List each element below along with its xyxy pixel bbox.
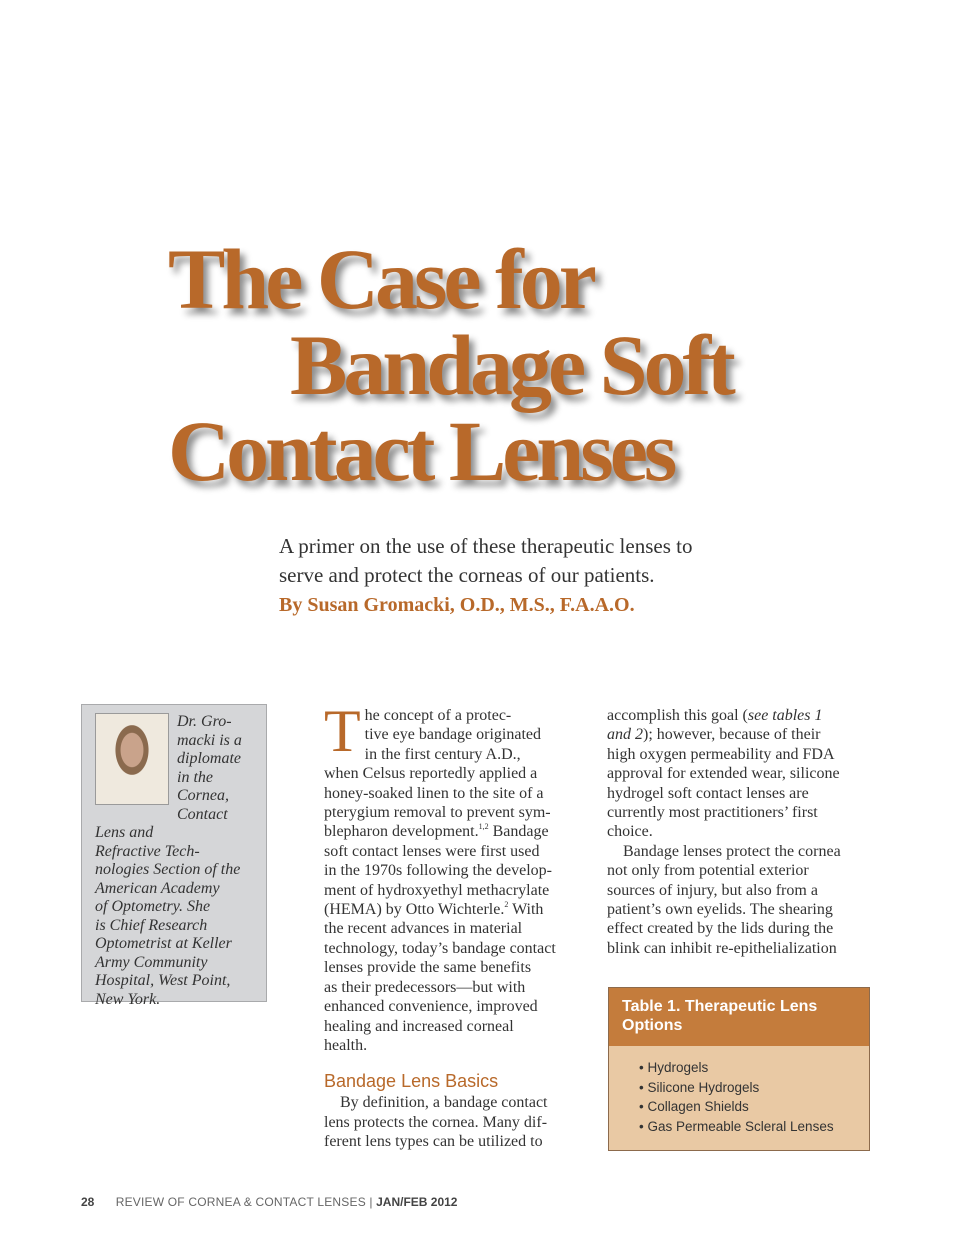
body-column-2 <box>607 706 873 958</box>
title-line-3: Contact Lenses <box>168 403 674 499</box>
list-item: • Hydrogels <box>639 1058 869 1078</box>
list-item: • Silicone Hydrogels <box>639 1078 869 1098</box>
table-1 <box>608 987 870 1151</box>
reference-superscript: 1,2 <box>478 822 489 832</box>
byline: By Susan Gromacki, O.D., M.S., F.A.A.O. <box>279 594 635 616</box>
article-title <box>168 231 868 499</box>
paragraph-2-cont: accomplish this goal (see tables 1 and 2); however, because of their high oxygen permeability and FDA approval for extended wear, silicone hydrogel soft contact lenses are currently most practitioners’ first choice. <box>607 707 840 841</box>
page-footer <box>81 1195 457 1209</box>
paragraph-3: Bandage lenses protect the cornea not only from potential exterior sources of injury, but also from a patient’s own eyelids. The shearing effect created by the lids during the blink can inhibit re-epithelialization <box>607 842 841 957</box>
author-bio-box <box>81 704 267 1008</box>
table-1-list <box>609 1046 869 1136</box>
author-bio: Dr. Gro- macki is a diplomate in the Cornea, Contact Lens and Refractive Tech- nologies Section of the American Academy of Optometry. She is Chief Research Optometrist at Keller Army Community Hospital, West Point, New York. <box>95 713 242 1008</box>
issue-date: JAN/FEB 2012 <box>376 1195 458 1209</box>
deck-line-2: serve and protect the corneas of our patients. <box>279 563 655 587</box>
title-line-2: Bandage Soft <box>290 317 732 413</box>
deck-line-1: A primer on the use of these therapeutic lenses to <box>279 534 693 558</box>
list-item: • Collagen Shields <box>639 1097 869 1117</box>
paragraph-2: By definition, a bandage contact lens protects the cornea. Many dif- ferent lens types can be utilized to <box>324 1094 548 1151</box>
publication-name: REVIEW OF CORNEA & CONTACT LENSES | <box>115 1195 373 1209</box>
drop-cap: T <box>324 698 361 764</box>
paragraph-1: he concept of a protec- tive eye bandage originated in the first century A.D., when Celsus reportedly applied a honey-soaked linen to the site of a pterygium removal to prevent sym- blepharon development.$^{1,2}$ Bandage soft contact lenses were first used in the 1970s following the develop- ment of hydroxyethyl methacrylate (HEMA) by Otto Wichterle.$^2$ With the recent advances in material technology, today’s bandage contact lenses provide the same benefits as their predecessors—but with enhanced convenience, improved healing and increased corneal health. <box>324 707 556 1054</box>
article-deck <box>279 532 799 620</box>
title-line-1: The Case for <box>168 231 593 327</box>
list-item: • Gas Permeable Scleral Lenses <box>639 1117 869 1137</box>
reference-superscript: 2 <box>504 900 509 910</box>
author-portrait <box>95 713 169 805</box>
section-heading: Bandage Lens Basics <box>324 1071 499 1092</box>
table-1-title: Table 1. Therapeutic Lens Options <box>609 988 869 1046</box>
page-number: 28 <box>81 1195 95 1209</box>
body-column-1 <box>324 698 580 1152</box>
